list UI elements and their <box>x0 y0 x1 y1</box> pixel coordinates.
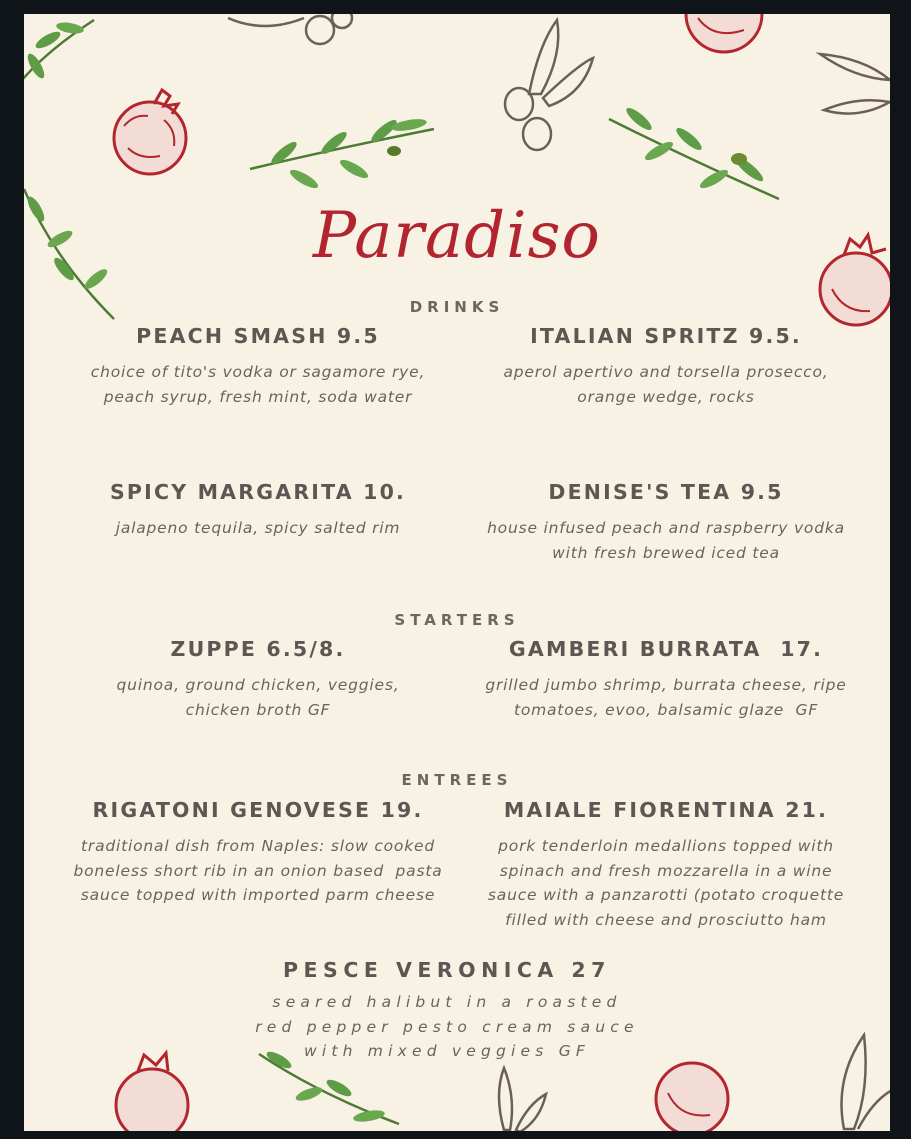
leaf-sketch-illustration-bottom-right <box>814 1029 890 1131</box>
item-name: PESCE VERONICA 27 <box>283 958 611 982</box>
menu-item-denises-tea <box>476 480 856 565</box>
menu-item-pesce-veronica <box>197 958 697 1064</box>
section-heading-entrees: ENTREES <box>401 771 513 789</box>
menu-item-gamberi-burrata <box>476 637 856 722</box>
item-name: DENISE'S TEA 9.5 <box>548 480 784 504</box>
item-name: GAMBERI BURRATA 17. <box>508 637 824 661</box>
olive-sketch-illustration-top <box>479 14 599 154</box>
item-description: grilled jumbo shrimp, burrata cheese, ripe tomatoes, evoo, balsamic glaze GF <box>485 676 847 719</box>
item-description: seared halibut in a roasted red pepper pesto cream sauce with mixed veggies GF <box>255 993 639 1060</box>
section-heading-drinks: DRINKS <box>409 298 505 316</box>
tomato-illustration-bottom-left <box>104 1049 200 1131</box>
tomato-illustration-top-left <box>104 86 200 182</box>
tomato-illustration-top-right <box>674 14 774 64</box>
item-description: quinoa, ground chicken, veggies, chicken broth GF <box>116 676 400 719</box>
item-description: choice of tito's vodka or sagamore rye, peach syrup, fresh mint, soda water <box>90 363 426 406</box>
item-description: house infused peach and raspberry vodka with fresh brewed iced tea <box>487 519 845 562</box>
menu-item-maiale-fiorentina <box>476 798 856 932</box>
menu-item-zuppe <box>72 637 444 722</box>
olive-branch-illustration-corner <box>24 14 98 90</box>
leaf-sketch-illustration-right <box>814 44 890 124</box>
item-name: RIGATONI GENOVESE 19. <box>92 798 424 822</box>
olive-sketch-illustration-top-center <box>224 14 364 54</box>
item-name: MAIALE FIORENTINA 21. <box>503 798 829 822</box>
item-description: traditional dish from Naples: slow cooked boneless short rib in an onion based pasta sauce topped with imported parm cheese <box>73 837 443 904</box>
restaurant-title: Paradiso <box>313 199 601 273</box>
menu-item-peach-smash <box>72 324 444 409</box>
item-name: PEACH SMASH 9.5 <box>136 324 380 348</box>
menu-item-rigatoni-genovese <box>72 798 444 908</box>
menu-page <box>24 14 890 1131</box>
olive-sketch-illustration-bottom <box>484 1064 554 1131</box>
item-description: pork tenderloin medallions topped with spinach and fresh mozzarella in a wine sauce with a panzarotti (potato croquette filled with cheese and prosciutto ham <box>487 837 845 929</box>
menu-item-spicy-margarita <box>72 480 444 541</box>
section-heading-starters: STARTERS <box>394 611 520 629</box>
item-description: jalapeno tequila, spicy salted rim <box>115 519 401 537</box>
item-name: ITALIAN SPRITZ 9.5. <box>530 324 802 348</box>
item-name: ZUPPE 6.5/8. <box>170 637 346 661</box>
item-description: aperol apertivo and torsella prosecco, orange wedge, rocks <box>503 363 829 406</box>
menu-item-italian-spritz <box>476 324 856 409</box>
item-name: SPICY MARGARITA 10. <box>109 480 407 504</box>
